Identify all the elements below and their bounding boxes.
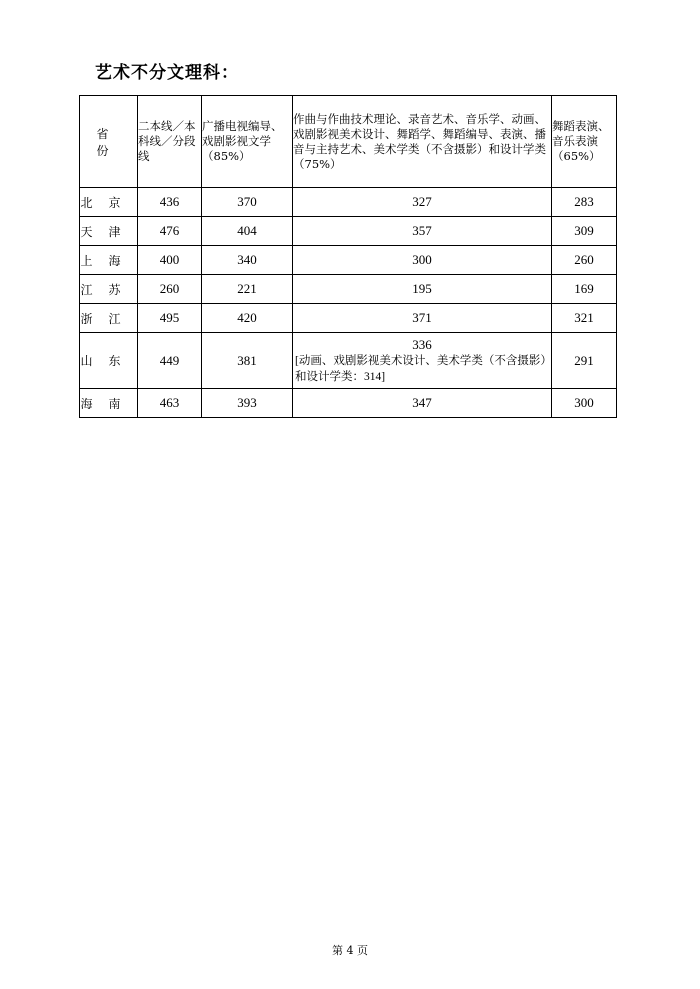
table-row xyxy=(80,304,617,333)
table-row xyxy=(80,246,617,275)
province-cell: 海南 xyxy=(80,389,138,418)
score-cell-b: 340 xyxy=(202,246,293,275)
score-cell-b: 221 xyxy=(202,275,293,304)
score-cell-d: 291 xyxy=(552,333,617,389)
page-number: 第 4 页 xyxy=(332,944,368,957)
score-cell-c: 300 xyxy=(293,246,552,275)
score-cell-a: 436 xyxy=(138,188,202,217)
score-cell-d: 300 xyxy=(552,389,617,418)
score-cell-a: 476 xyxy=(138,217,202,246)
province-cell: 山东 xyxy=(80,333,138,389)
table-header-row xyxy=(80,96,617,188)
score-cell-a: 449 xyxy=(138,333,202,389)
province-cell: 浙江 xyxy=(80,304,138,333)
score-cell-b: 404 xyxy=(202,217,293,246)
score-cell-a: 495 xyxy=(138,304,202,333)
score-cell-b: 420 xyxy=(202,304,293,333)
score-cell-a: 463 xyxy=(138,389,202,418)
header-line-d: 舞蹈表演、音乐表演（65%） xyxy=(552,96,617,188)
section-title: 艺术不分文理科： xyxy=(95,63,239,83)
province-cell: 江苏 xyxy=(80,275,138,304)
header-line-c: 作曲与作曲技术理论、录音艺术、音乐学、动画、戏剧影视美术设计、舞蹈学、舞蹈编导、表演、播音与主持艺术、美术学类（不含摄影）和设计学类（75%） xyxy=(293,96,552,188)
table-row xyxy=(80,217,617,246)
province-cell: 天津 xyxy=(80,217,138,246)
province-cell: 上海 xyxy=(80,246,138,275)
score-cell-d: 283 xyxy=(552,188,617,217)
header-line-a: 二本线／本科线／分段线 xyxy=(138,96,202,188)
score-cell-d: 309 xyxy=(552,217,617,246)
score-cell-a: 260 xyxy=(138,275,202,304)
table-row xyxy=(80,333,617,389)
province-cell: 北京 xyxy=(80,188,138,217)
header-province: 省 份 xyxy=(80,96,138,188)
score-cell-c: 357 xyxy=(293,217,552,246)
score-cell-c xyxy=(293,333,552,389)
score-table xyxy=(79,95,617,418)
score-cell-c: 327 xyxy=(293,188,552,217)
score-cell-c: 195 xyxy=(293,275,552,304)
table-row xyxy=(80,188,617,217)
score-cell-d: 260 xyxy=(552,246,617,275)
score-cell-b: 381 xyxy=(202,333,293,389)
score-cell-b: 370 xyxy=(202,188,293,217)
header-line-b: 广播电视编导、戏剧影视文学（85%） xyxy=(202,96,293,188)
table-row xyxy=(80,275,617,304)
score-cell-c: 371 xyxy=(293,304,552,333)
score-cell-b: 393 xyxy=(202,389,293,418)
score-cell-d: 321 xyxy=(552,304,617,333)
table-row xyxy=(80,389,617,418)
score-note: [动画、戏剧影视美术设计、美术学类（不含摄影）和设计学类：314] xyxy=(295,354,547,383)
score-value-c: 336 xyxy=(412,336,432,352)
score-cell-c: 347 xyxy=(293,389,552,418)
score-cell-d: 169 xyxy=(552,275,617,304)
score-cell-a: 400 xyxy=(138,246,202,275)
